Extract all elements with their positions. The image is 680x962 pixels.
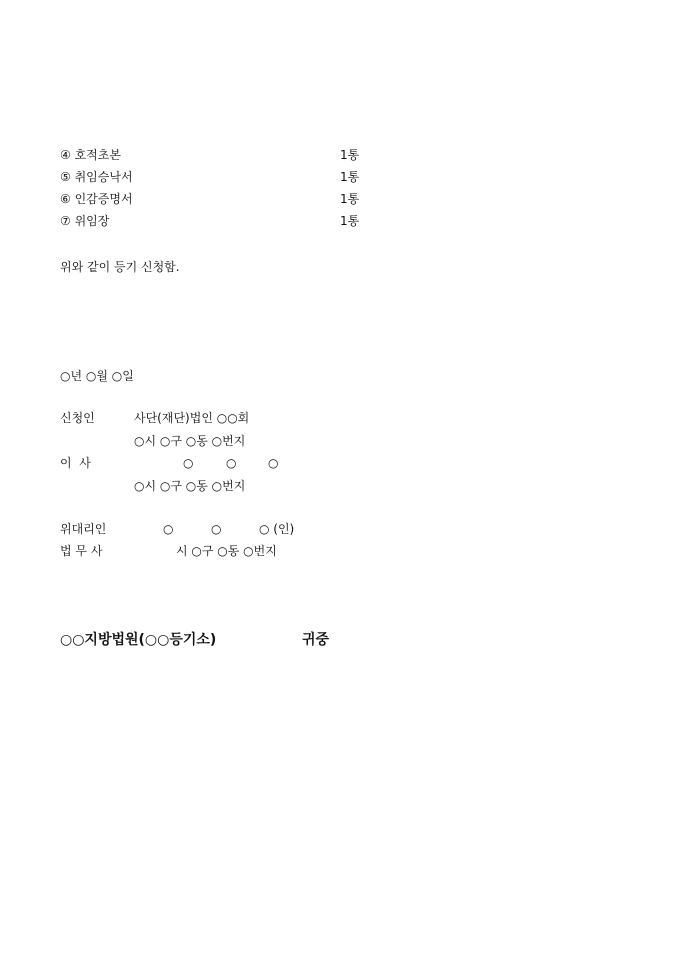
attachment-label: ⑥ 인감증명서 — [60, 192, 133, 206]
legal-scrivener-label: 법 무 사 — [60, 544, 103, 558]
court-name: ○○지방법원(○○등기소) — [60, 632, 217, 648]
applicant-address: ○시 ○구 ○동 ○번지 — [134, 434, 246, 448]
agent-mark: ○ — [211, 522, 222, 536]
attachment-qty: 1통 — [340, 170, 360, 184]
attachment-label: ⑤ 취임승낙서 — [60, 170, 133, 184]
attachment-label: ④ 호적초본 — [60, 148, 121, 162]
agent-label: 위대리인 — [60, 522, 107, 536]
honorific: 귀중 — [302, 632, 330, 648]
director-label: 이 사 — [60, 456, 91, 470]
statement-text: 위와 같이 등기 신청함. — [60, 260, 180, 274]
attachment-qty: 1통 — [340, 214, 360, 228]
legal-scrivener-address: 시 ○구 ○동 ○번지 — [176, 544, 277, 558]
director-mark: ○ — [268, 456, 279, 470]
attachment-qty: 1통 — [340, 192, 360, 206]
attachment-qty: 1통 — [340, 148, 360, 162]
attachment-label: ⑦ 위임장 — [60, 214, 110, 228]
agent-mark: ○ — [163, 522, 174, 536]
director-mark: ○ — [183, 456, 194, 470]
applicant-name: 사단(재단)법인 ○○회 — [134, 411, 250, 425]
director-address: ○시 ○구 ○동 ○번지 — [134, 479, 246, 493]
date-line: ○년 ○월 ○일 — [60, 369, 134, 383]
applicant-label: 신청인 — [60, 411, 95, 425]
agent-mark: ○ (인) — [259, 522, 295, 536]
director-mark: ○ — [226, 456, 237, 470]
